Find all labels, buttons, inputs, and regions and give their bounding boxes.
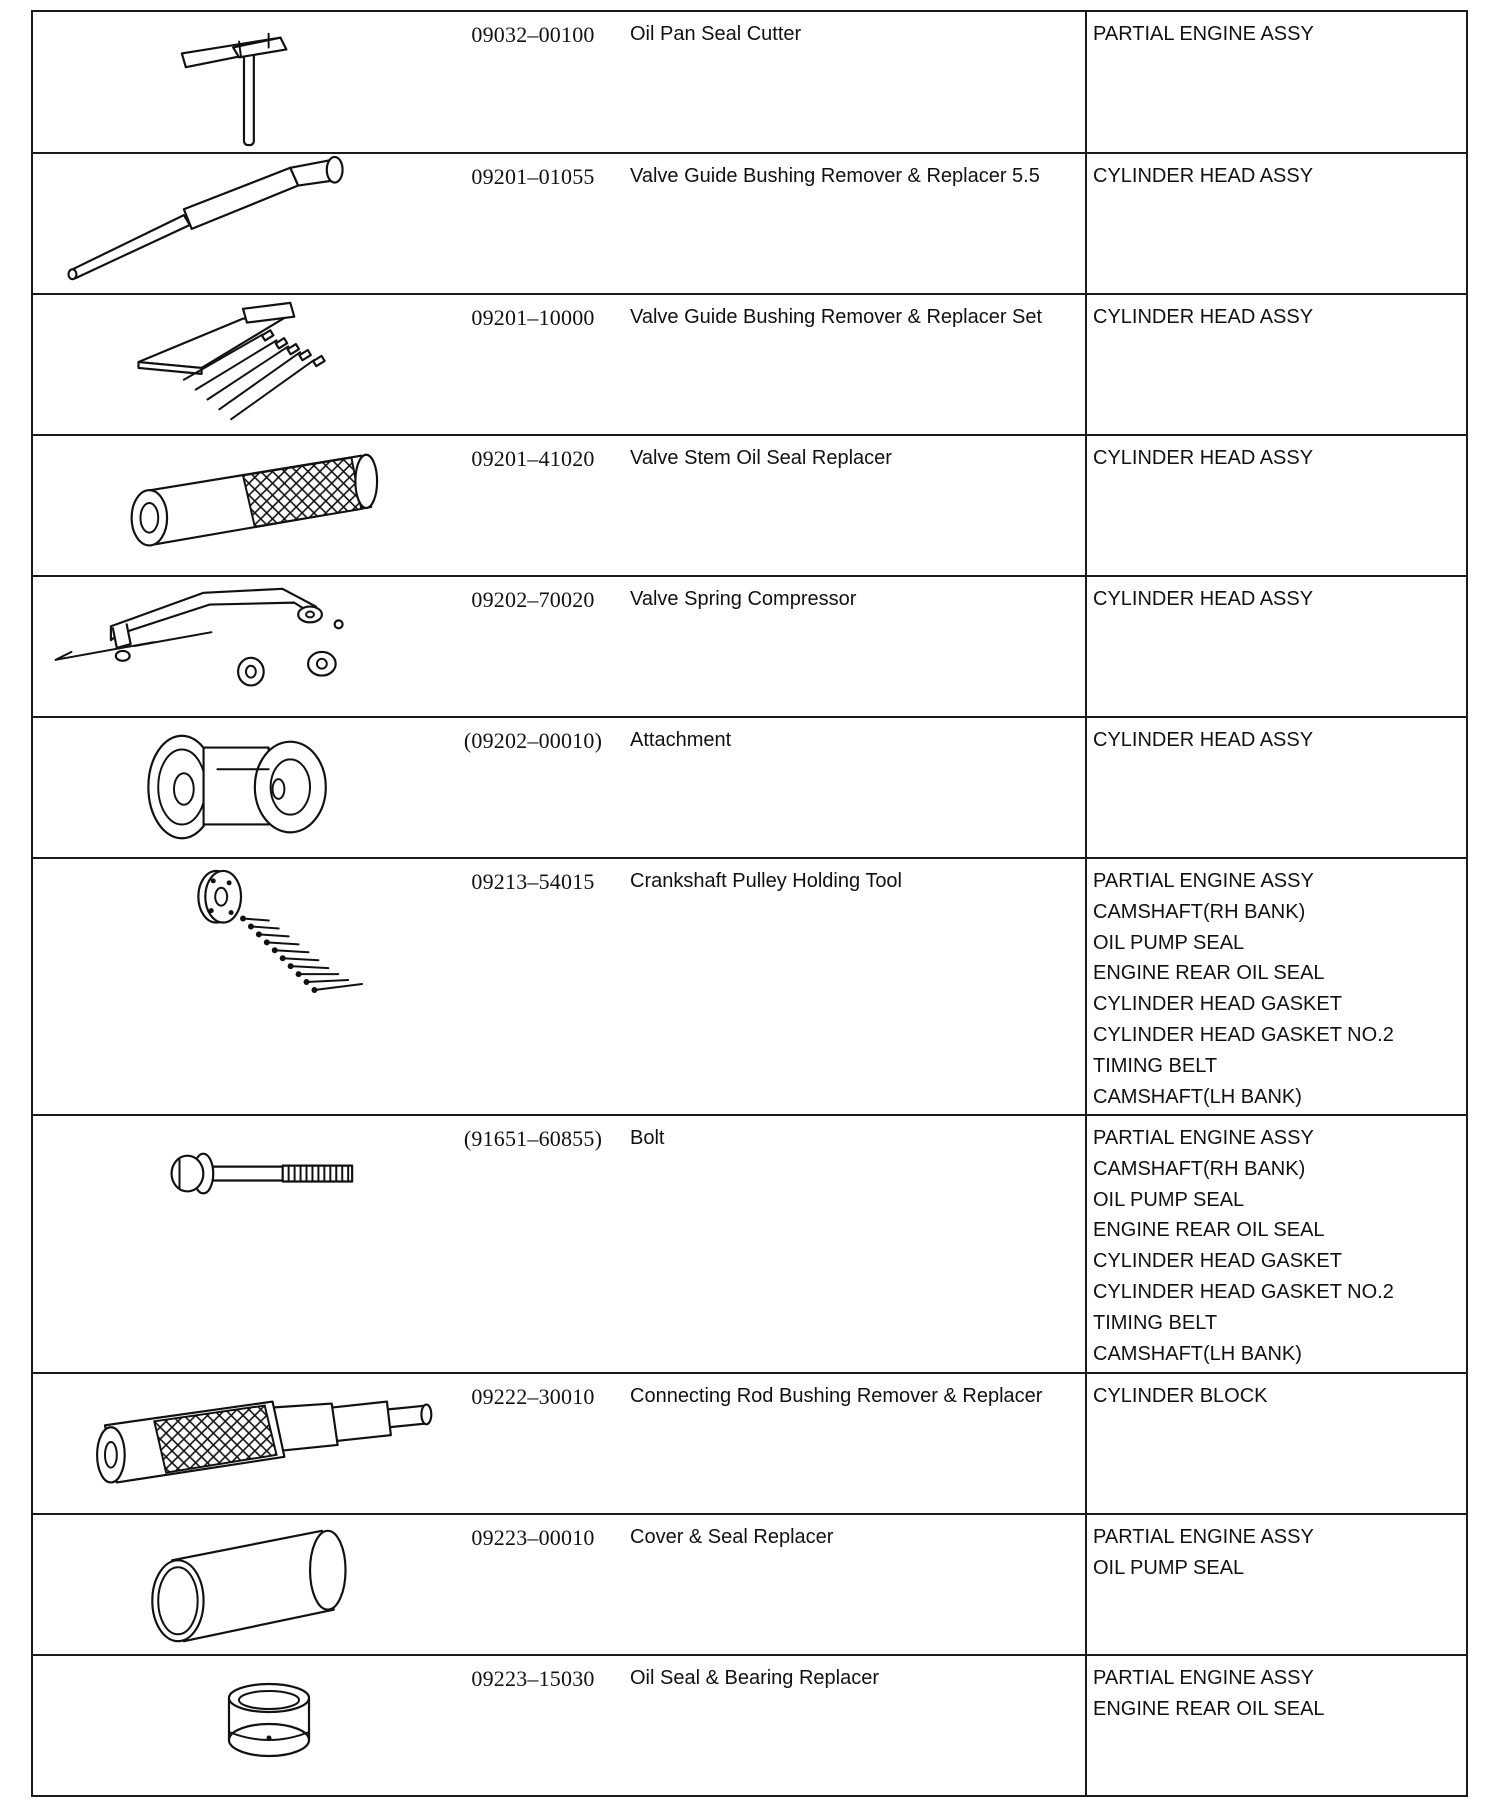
part-number: 09213–54015 (471, 869, 595, 894)
usage-list (1093, 443, 1463, 474)
usage-item: CYLINDER HEAD ASSY (1093, 588, 1314, 610)
usage-item: CAMSHAFT(LH BANK) (1093, 1085, 1302, 1108)
usage-list (1093, 19, 1463, 50)
seal-cutter-icon (33, 12, 453, 152)
cover-seal-replacer-icon (33, 1515, 453, 1654)
usage-item: ENGINE REAR OIL SEAL (1093, 962, 1325, 985)
usage-item: ENGINE REAR OIL SEAL (1093, 1219, 1325, 1242)
rod-bushing-tool-icon (33, 1374, 453, 1513)
usage-item: CAMSHAFT(RH BANK) (1093, 1157, 1306, 1180)
usage-item: PARTIAL ENGINE ASSY (1093, 870, 1314, 892)
usage-item: PARTIAL ENGINE ASSY (1093, 1127, 1314, 1149)
part-number: 09201–41020 (471, 446, 595, 471)
usage-item: CYLINDER HEAD ASSY (1093, 729, 1314, 751)
usage-item: OIL PUMP SEAL (1093, 1556, 1245, 1579)
tool-name: Valve Guide Bushing Remover & Replacer 5.5 (630, 165, 1040, 187)
tool-name: Bolt (630, 1127, 665, 1149)
usage-item: CYLINDER HEAD ASSY (1093, 447, 1314, 469)
usage-list (1093, 866, 1463, 1112)
part-number: (09202–00010) (463, 728, 603, 753)
tool-name: Oil Seal & Bearing Replacer (630, 1667, 880, 1689)
usage-list (1093, 1522, 1463, 1584)
table-row (33, 295, 1466, 436)
usage-list (1093, 1123, 1463, 1369)
usage-list (1093, 1381, 1463, 1412)
usage-list (1093, 1663, 1463, 1725)
usage-item: PARTIAL ENGINE ASSY (1093, 1667, 1314, 1689)
usage-item: CYLINDER HEAD ASSY (1093, 165, 1314, 187)
bushing-remover-icon (33, 154, 453, 293)
part-number: 09202–70020 (471, 587, 595, 612)
attachment-icon (33, 718, 453, 857)
usage-item: CYLINDER HEAD GASKET NO.2 (1093, 1023, 1394, 1046)
table-row (33, 1656, 1466, 1795)
table-row (33, 12, 1466, 154)
table-row (33, 859, 1466, 1116)
usage-item: PARTIAL ENGINE ASSY (1093, 1526, 1314, 1548)
table-row (33, 154, 1466, 295)
tool-name: Crankshaft Pulley Holding Tool (630, 870, 903, 892)
usage-item: CYLINDER BLOCK (1093, 1385, 1268, 1407)
spring-compressor-icon (33, 577, 453, 716)
tool-name: Valve Spring Compressor (630, 588, 857, 610)
usage-list (1093, 584, 1463, 615)
tool-name: Valve Guide Bushing Remover & Replacer Set (630, 306, 1043, 328)
usage-item: CYLINDER HEAD GASKET (1093, 1250, 1342, 1273)
usage-list (1093, 302, 1463, 333)
sst-table (31, 10, 1468, 1797)
part-number: 09201–01055 (471, 164, 595, 189)
usage-item: TIMING BELT (1093, 1054, 1218, 1077)
part-number: 09032–00100 (471, 22, 595, 47)
table-row (33, 718, 1466, 859)
part-number: (91651–60855) (463, 1126, 603, 1151)
tool-name: Oil Pan Seal Cutter (630, 23, 802, 45)
usage-item: TIMING BELT (1093, 1311, 1218, 1334)
usage-item: CAMSHAFT(RH BANK) (1093, 900, 1306, 923)
table-row (33, 1116, 1466, 1374)
part-number: 09222–30010 (471, 1384, 595, 1409)
tool-name: Attachment (630, 729, 732, 751)
usage-list (1093, 725, 1463, 756)
usage-item: CAMSHAFT(LH BANK) (1093, 1342, 1302, 1365)
usage-item: PARTIAL ENGINE ASSY (1093, 23, 1314, 45)
bolt-icon (33, 1116, 453, 1372)
part-number: 09201–10000 (471, 305, 595, 330)
usage-item: ENGINE REAR OIL SEAL (1093, 1697, 1325, 1720)
table-row (33, 436, 1466, 577)
tool-name: Connecting Rod Bushing Remover & Replacer (630, 1385, 1043, 1407)
usage-list (1093, 161, 1463, 192)
usage-item: CYLINDER HEAD ASSY (1093, 306, 1314, 328)
table-row (33, 1515, 1466, 1656)
part-number: 09223–00010 (471, 1525, 595, 1550)
table-row (33, 1374, 1466, 1515)
usage-item: CYLINDER HEAD GASKET (1093, 993, 1342, 1016)
tool-name: Valve Stem Oil Seal Replacer (630, 447, 892, 469)
bearing-replacer-icon (33, 1656, 453, 1795)
tool-name: Cover & Seal Replacer (630, 1526, 834, 1548)
usage-item: OIL PUMP SEAL (1093, 1188, 1245, 1211)
oil-seal-replacer-icon (33, 436, 453, 575)
part-number: 09223–15030 (471, 1666, 595, 1691)
usage-item: OIL PUMP SEAL (1093, 931, 1245, 954)
pulley-holding-tool-icon (33, 859, 453, 1114)
table-row (33, 577, 1466, 718)
replacer-set-icon (33, 295, 453, 434)
usage-item: CYLINDER HEAD GASKET NO.2 (1093, 1280, 1394, 1303)
